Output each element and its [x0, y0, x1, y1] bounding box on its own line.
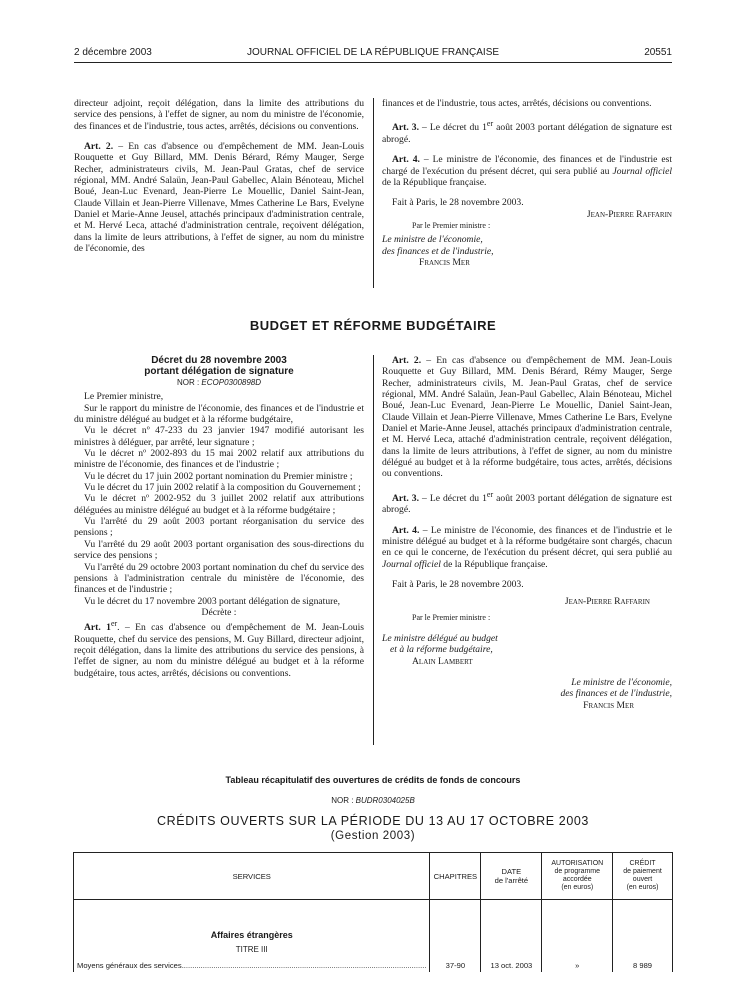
header-date: DATE de l'arrêté [481, 853, 542, 900]
article-3-superscript: er [486, 119, 494, 129]
section-heading: BUDGET ET RÉFORME BUDGÉTAIRE [249, 318, 497, 333]
continuation-paragraph: finances et de l'industrie, tous actes, arrêtés, décisions ou conventions. [382, 98, 652, 109]
decree-visa: Vu l'arrêté du 29 août 2003 portant réorganisation du service des pensions ; [74, 516, 364, 539]
table-titre-row [74, 940, 673, 958]
minister-title-text: des finances et de l'industrie, [382, 245, 494, 257]
article-4-paragraph [382, 525, 672, 570]
nor-code: ECOP0300898D [201, 378, 262, 387]
empty-cell [613, 940, 673, 958]
nor-label: NOR : [176, 378, 202, 387]
article-3-paragraph [382, 118, 672, 145]
table-header-row [74, 853, 673, 900]
decree-visa: Vu l'arrêté du 29 août 2003 portant organisation des sous-directions du service des pensions ; [74, 538, 364, 562]
titre-iii: TITRE III [74, 940, 430, 958]
article-4-label: Art. 4. [392, 154, 420, 166]
journal-officiel-title: Journal officiel [382, 558, 441, 570]
article-3-text-end: août 2003 portant délégation de signature est abrogé. [382, 492, 673, 516]
decree-visas [74, 403, 364, 607]
column-divider-top [373, 98, 374, 288]
fait-a-paris: Fait à Paris, le 28 novembre 2003. [392, 197, 524, 209]
empty-cell [542, 940, 613, 958]
article-4-label: Art. 4. [392, 524, 420, 536]
minister-title-line-2 [382, 688, 672, 699]
article-1-paragraph [74, 618, 364, 679]
row-date: 13 oct. 2003 [481, 958, 542, 972]
article-4-text-end: de la République française. [440, 558, 548, 570]
article-2-label: Art. 2. [392, 355, 422, 366]
article-1-label: Art. 1 [84, 622, 111, 634]
article-2-paragraph [382, 355, 672, 480]
top-right-column [382, 98, 672, 268]
header-journal-title: JOURNAL OFFICIEL DE LA RÉPUBLIQUE FRANÇAISE [246, 47, 500, 58]
decree-decrete: Décrète : [201, 606, 237, 618]
decree-intro: Le Premier ministre, [84, 391, 164, 403]
journal-officiel-title: Journal officiel [612, 165, 673, 177]
decree-visa: Vu le décret nº 2002-952 du 3 juillet 2002 relatif aux attributions déléguées au ministre délégué au budget et à la réforme budgétaire ; [74, 493, 364, 516]
decree-visa: Vu le décret du 17 juin 2002 relatif à la composition du Gouvernement ; [84, 482, 361, 494]
signatory-prime-minister: Jean-Pierre Raffarin [564, 596, 650, 608]
decree-visa: Vu l'arrêté du 29 octobre 2003 portant nomination du chef du service des pensions à l'administration centrale du ministère de l'économie, des finances et de l'industrie ; [74, 561, 364, 596]
delegate-title-line-1 [382, 633, 672, 644]
article-3-superscript: er [486, 489, 494, 499]
decree-visa: Vu le décret nº 47-233 du 23 janvier 1947 modifié autorisant les ministres à déléguer, par arrêté, leur signature ; [74, 425, 364, 448]
nor-label: NOR : [331, 796, 356, 805]
top-left-column [74, 98, 364, 254]
article-4-text: – Le ministre de l'économie, des finances et de l'industrie est chargé de l'exécution du présent décret, qui sera publié au [382, 154, 672, 177]
delegate-name: Alain Lambert [412, 655, 473, 667]
article-3-label: Art. 3. [392, 492, 420, 504]
fait-a-paris: Fait à Paris, le 28 novembre 2003. [392, 579, 524, 591]
signatory-prime-minister: Jean-Pierre Raffarin [586, 208, 672, 220]
par-le-premier-ministre: Par le Premier ministre : [412, 612, 491, 622]
column-divider-decree [373, 355, 374, 745]
dot-leader: .................................................................................................................... [181, 960, 427, 970]
minister-title-text: des finances et de l'industrie, [560, 688, 672, 700]
article-4-text: – Le ministre de l'économie, des finances et de l'industrie et le ministre délégué au budget et à la réforme budgétaire sont chargés, chacun en ce qui le concerne, de l'exécution du présent décret, qui sera publié au [382, 524, 672, 559]
minister-name: Francis Mer [583, 699, 634, 711]
empty-cell [613, 900, 673, 941]
minister-title-line-2 [382, 246, 672, 257]
table-title: Tableau récapitulatif des ouvertures de crédits de fonds de concours [225, 775, 521, 785]
empty-cell [481, 940, 542, 958]
header-autorisation: AUTORISATION de programme accordée (en euros) [542, 853, 613, 900]
decree-nor [74, 377, 364, 388]
row-credit: 8 989 [613, 958, 673, 972]
table-subtitle: CRÉDITS OUVERTS SUR LA PÉRIODE DU 13 AU 17 OCTOBRE 2003 [157, 814, 589, 828]
par-le-premier-ministre: Par le Premier ministre : [412, 220, 491, 230]
continuation-paragraph: directeur adjoint, reçoit délégation, dans la limite des attributions du service des pensions, à l'effet de signer, au nom du ministre de l'économie, des finances et de l'industrie, tous actes, arrêtés, décisions ou conventions. [74, 98, 364, 132]
article-3-label: Art. 3. [392, 122, 420, 134]
row-autorisation: » [542, 958, 613, 972]
article-1-superscript: er [110, 619, 118, 629]
decree-visa: Sur le rapport du ministre de l'économie, des finances et de l'industrie et du ministre délégué au budget et à la réforme budgétaire, [74, 402, 364, 426]
empty-cell [542, 900, 613, 941]
article-1-text: . – En cas d'absence ou d'empêchement de M. Jean-Louis Rouquette, chef du service des pensions, M. Guy Billard, directeur adjoint, reçoit délégation, dans la limite des attributions du service des pensions, à l'effet de signer, au nom du ministre délégué au budget et à la réforme budgétaire, tous actes, arrêtés, décisions ou conventions. [74, 622, 364, 679]
row-chapitre: 37-90 [430, 958, 481, 972]
header-chapitres: CHAPITRES [430, 853, 481, 900]
table-group-row [74, 900, 673, 941]
delegate-title-text: et à la réforme budgétaire, [390, 644, 493, 656]
nor-code: BUDR0304025B [355, 796, 415, 805]
decree-right-column [382, 355, 672, 711]
decree-subtitle: portant délégation de signature [144, 366, 294, 377]
empty-cell [481, 900, 542, 941]
article-2-text: – En cas d'absence ou d'empêchement de MM. Jean-Louis Rouquette et Guy Billard, MM. Denis Bérard, Rémy Mauger, Serge Recher, administrateurs civils, M. Jean-Paul Gratas, chef de service régional, MM. André Salaün, Jean-Paul Gabellec, Alain Bénoteau, Michel Boué, Jean-Luc Evenard, Jean-Pierre Le Mouellic, Daniel Saint-Jean, Claude Villain et Jean-Pierre Villenave, Mmes Catherine Le Bars, Evelyne Daniel et Marie-Anne Jeusel, attachés principaux d'administration centrale, et M. Hervé Leca, attaché d'administration centrale, reçoivent délégation, dans la limite de leurs attributions, à l'effet de signer, au nom du ministre délégué au budget et à la réforme budgétaire, tous actes, arrêtés, décisions ou conventions. [382, 355, 672, 480]
article-4-paragraph [382, 154, 672, 188]
table-gestion: (Gestion 2003) [330, 830, 416, 842]
header-date: 2 décembre 2003 [74, 47, 152, 58]
minister-title-text: Le ministre de l'économie, [382, 234, 483, 246]
decree-visa: Vu le décret du 17 juin 2002 portant nomination du Premier ministre ; [84, 470, 353, 482]
delegate-title-line-2 [382, 644, 672, 655]
minister-title-text: Le ministre de l'économie, [571, 677, 672, 689]
group-affaires-etrangeres: Affaires étrangères [74, 900, 430, 941]
credits-table [73, 852, 673, 972]
header-rule [74, 62, 672, 63]
minister-title-line-1 [382, 677, 672, 688]
empty-cell [430, 900, 481, 941]
decree-visa: Vu le décret du 17 novembre 2003 portant délégation de signature, [84, 595, 340, 607]
article-2-paragraph [74, 141, 364, 254]
article-3-text-end: août 2003 portant délégation de signature est abrogé. [382, 122, 673, 145]
header-page-number: 20551 [644, 47, 672, 58]
table-nor [74, 790, 672, 808]
article-2-label: Art. 2. [84, 141, 114, 153]
article-3-text: – Le décret du 1 [419, 492, 487, 504]
article-2-text: – En cas d'absence ou d'empêchement de MM. Jean-Louis Rouquette et Guy Billard, MM. Denis Bérard, Rémy Mauger, Serge Recher, administrateurs civils, M. Jean-Paul Gratas, chef de service régional, MM. André Salaün, Jean-Paul Gabellec, Alain Bénoteau, Michel Boué, Jean-Luc Evenard, Jean-Pierre Le Mouellic, Daniel Saint-Jean, Claude Villain et Jean-Pierre Villenave, Mmes Catherine Le Bars, Evelyne Daniel et Marie-Anne Jeusel, attachés principaux d'administration centrale, et M. Hervé Leca, attaché d'administration centrale, reçoivent délégation, dans la limite de leurs attributions, à l'effet de signer, au nom du ministre de l'économie, des [74, 141, 364, 255]
row-service-text: Moyens généraux des services [77, 960, 182, 970]
minister-title-line-1 [382, 234, 672, 245]
table-row [74, 958, 673, 972]
decree-title: Décret du 28 novembre 2003 [151, 355, 287, 366]
article-3-paragraph [382, 489, 672, 516]
decree-visa: Vu le décret nº 2002-893 du 15 mai 2002 relatif aux attributions du ministre de l'économie, des finances et de l'industrie ; [74, 448, 364, 471]
article-3-text: – Le décret du 1 [419, 122, 487, 134]
decree-left-column [74, 355, 364, 679]
article-4-text-end: de la République française. [382, 176, 487, 188]
empty-cell [430, 940, 481, 958]
header-credit: CRÉDIT de paiement ouvert (en euros) [613, 853, 673, 900]
minister-name: Francis Mer [419, 256, 470, 268]
row-service [74, 958, 430, 972]
header-services: SERVICES [74, 853, 430, 900]
delegate-title-text: Le ministre délégué au budget [382, 633, 498, 645]
